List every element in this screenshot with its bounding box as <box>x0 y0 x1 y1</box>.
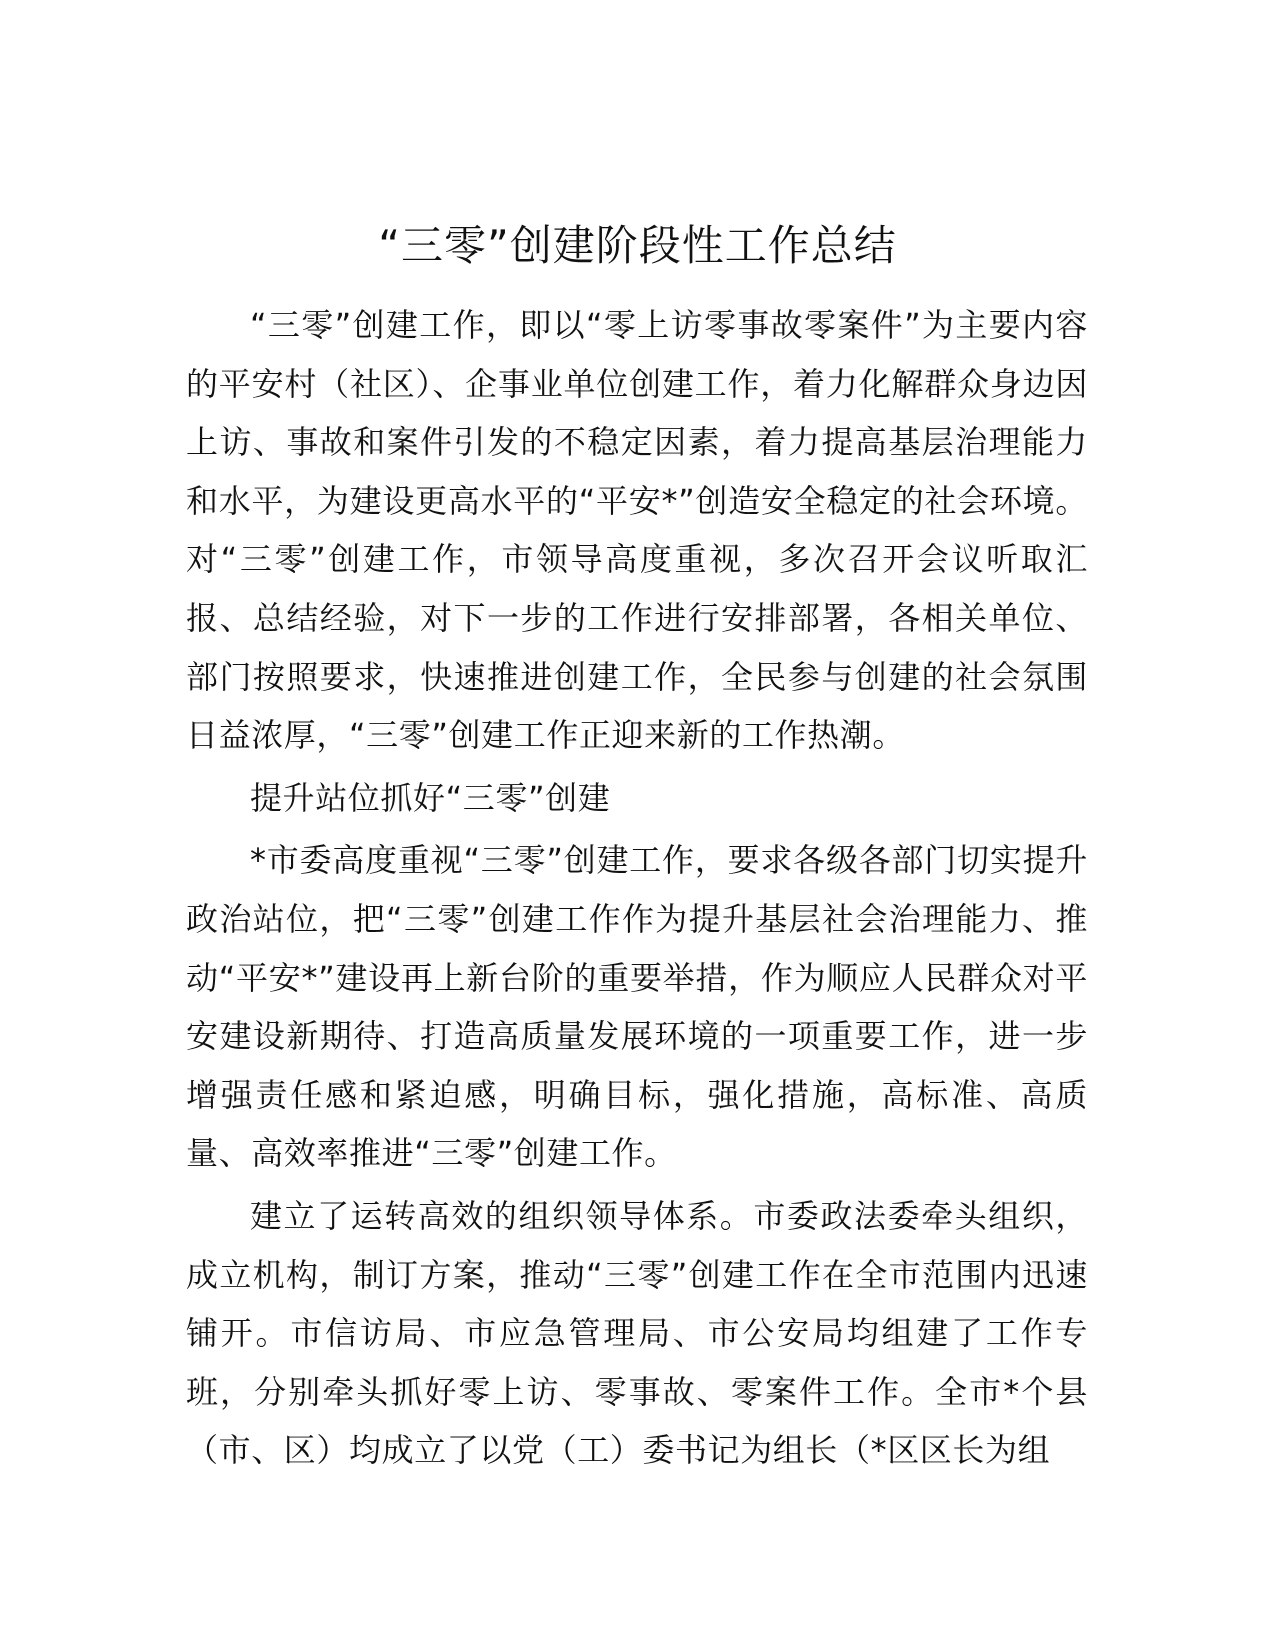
document-title: “三零”创建阶段性工作总结 <box>378 221 897 270</box>
section-heading: 提升站位抓好“三零”创建 <box>250 778 611 817</box>
document-body <box>186 296 1088 1480</box>
paragraph-political-standing: *市委高度重视“三零”创建工作，要求各级各部门切实提升政治站位，把“三零”创建工作作为提升基层社会治理能力、推动“平安*”建设再上新台阶的重要举措，作为顺应人民群众对平安建设新期待、打造高质量发展环境的一项重要工作，进一步增强责任感和紧迫感，明确目标，强化措施，高标准、高质量、高效率推进“三零”创建工作。 <box>186 841 1088 1173</box>
paragraph-organization-system: 建立了运转高效的组织领导体系。市委政法委牵头组织，成立机构，制订方案，推动“三零”创建工作在全市范围内迅速铺开。市信访局、市应急管理局、市公安局均组建了工作专班，分别牵头抓好零上访、零事故、零案件工作。全市*个县（市、区）均成立了以党（工）委书记为组长（*区区长为组 <box>186 1196 1088 1470</box>
paragraph-intro: “三零”创建工作，即以“零上访零事故零案件”为主要内容的平安村（社区）、企事业单位创建工作，着力化解群众身边因上访、事故和案件引发的不稳定因素，着力提高基层治理能力和水平，为建设更高水平的“平安*”创造安全稳定的社会环境。对“三零”创建工作，市领导高度重视，多次召开会议听取汇报、总结经验，对下一步的工作进行安排部署，各相关单位、部门按照要求，快速推进创建工作，全民参与创建的社会氛围日益浓厚，“三零”创建工作正迎来新的工作热潮。 <box>186 306 1088 755</box>
